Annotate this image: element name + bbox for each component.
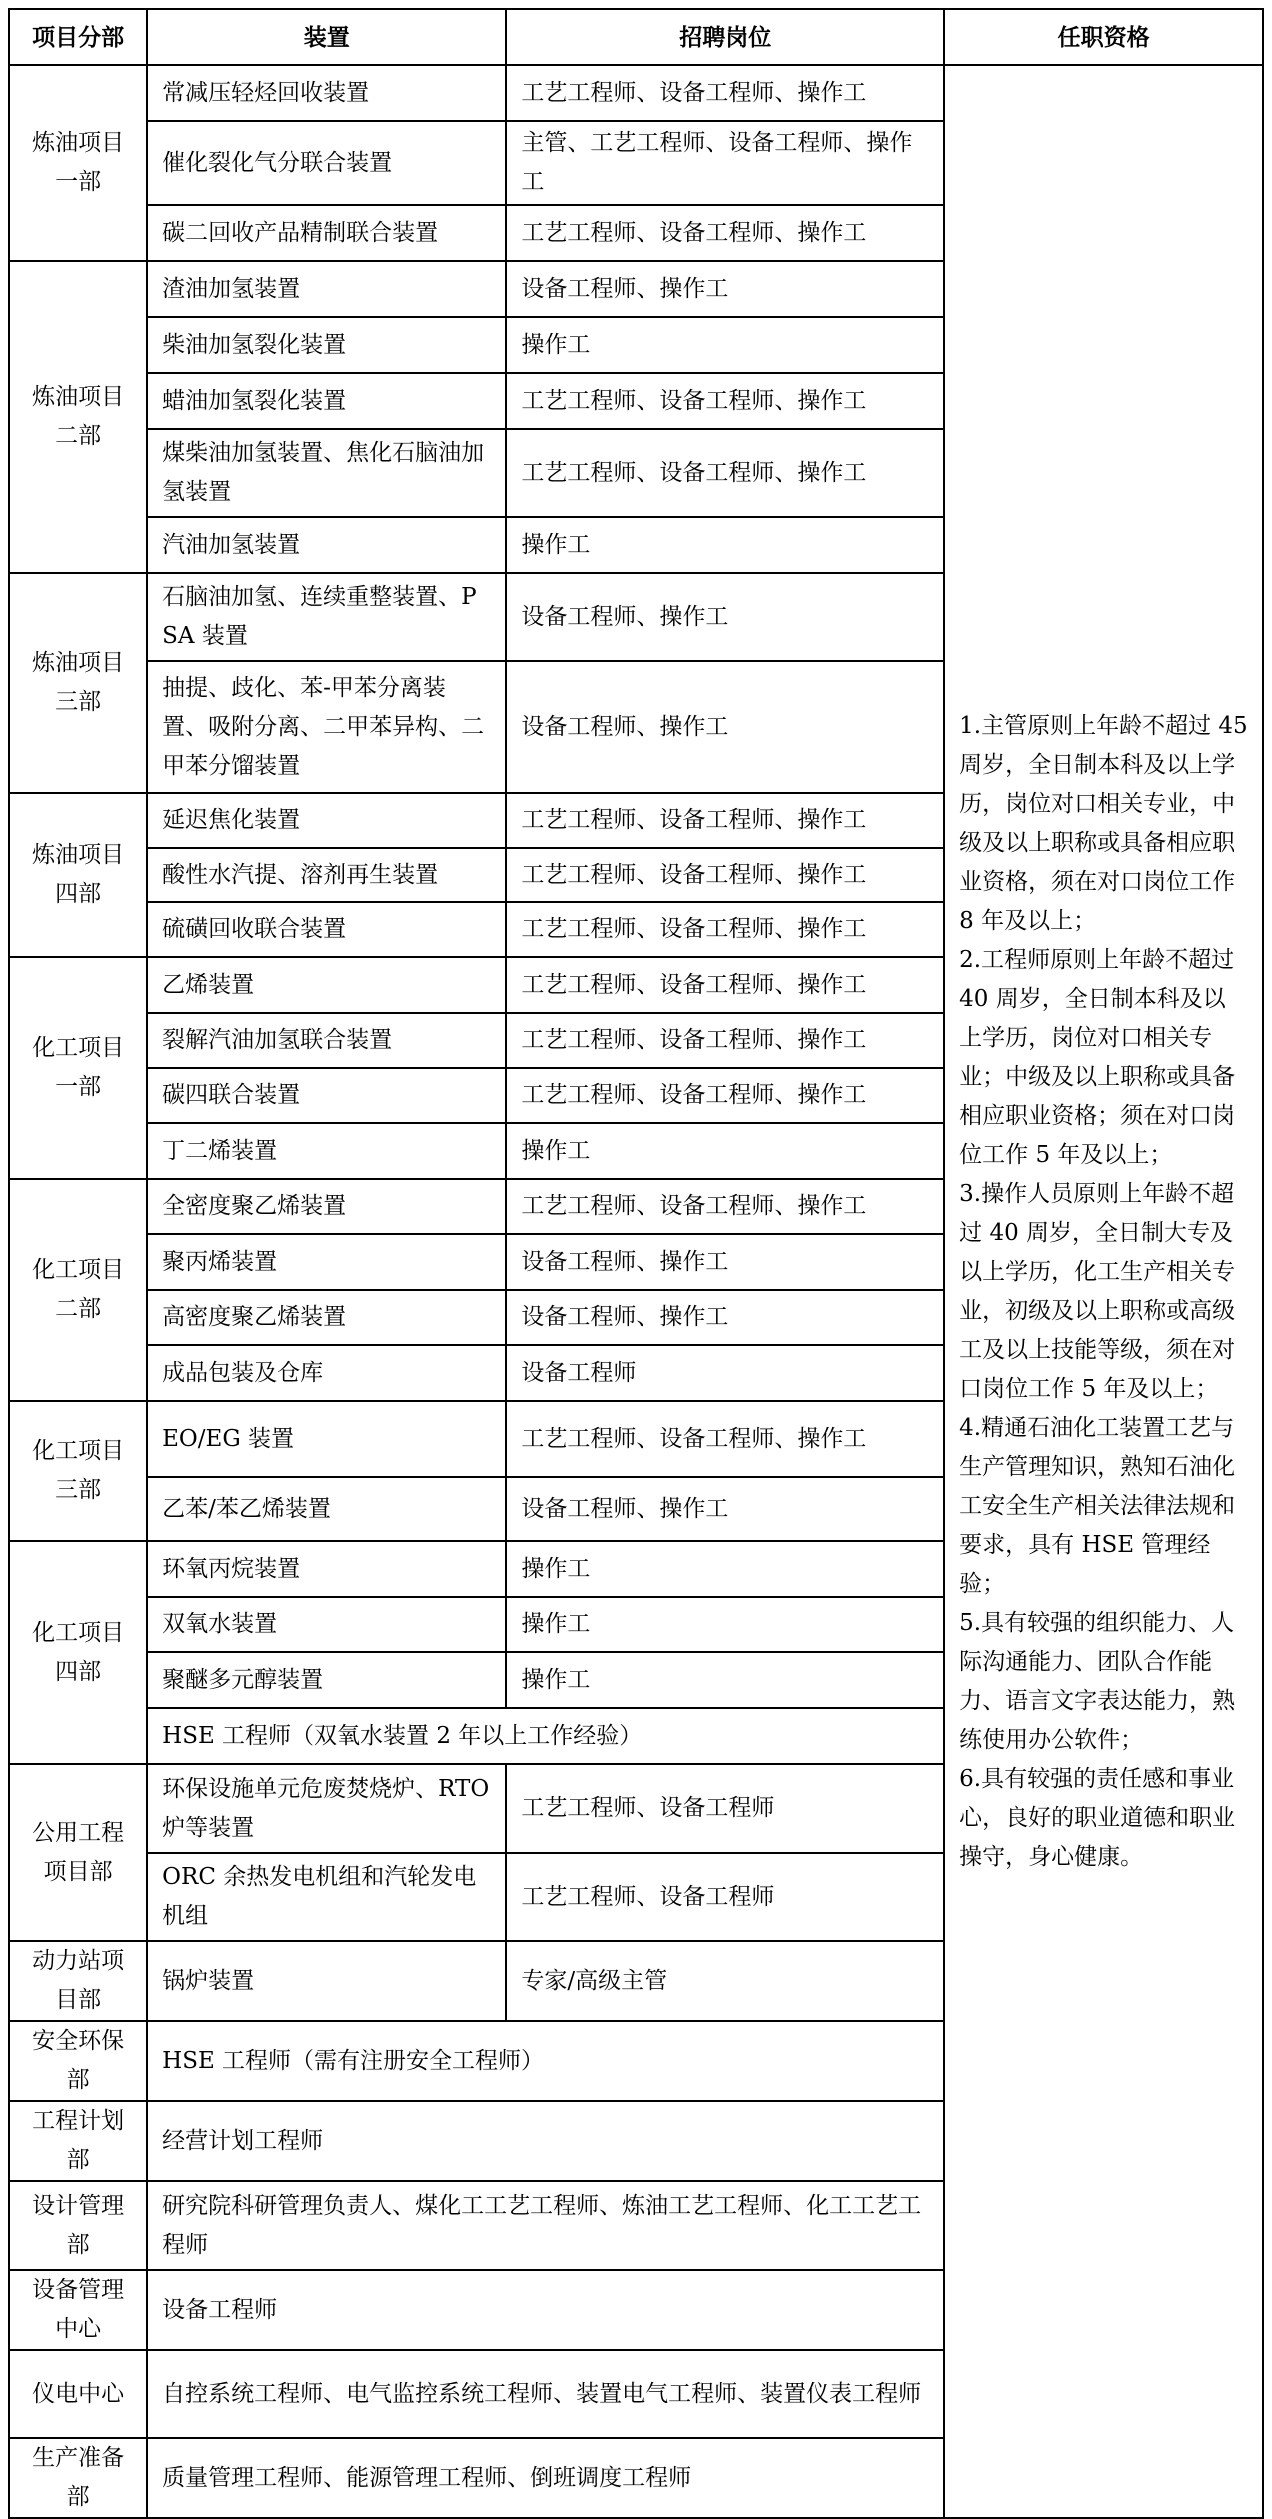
position-cell: 操作工 [506,1123,944,1179]
unit-cell: 抽提、歧化、苯-甲苯分离装置、吸附分离、二甲苯异构、二甲苯分馏装置 [147,661,506,793]
position-cell: 设备工程师、操作工 [506,1290,944,1345]
position-cell: 设备工程师、操作工 [506,1234,944,1290]
position-cell: 操作工 [506,317,944,373]
position-cell: 工艺工程师、设备工程师、操作工 [506,429,944,517]
unit-cell: 酸性水汽提、溶剂再生装置 [147,848,506,902]
unit-cell: 聚丙烯装置 [147,1234,506,1290]
position-cell: 专家/高级主管 [506,1941,944,2021]
position-cell: 操作工 [506,517,944,573]
dept-cell: 化工项目三部 [9,1401,147,1541]
dept-cell: 生产准备部 [9,2438,147,2518]
position-cell: 工艺工程师、设备工程师、操作工 [506,902,944,957]
requirement-item: 4.精通石油化工装置工艺与生产管理知识，熟知石油化工安全生产相关法律法规和要求，具有 HSE 管理经验； [959,1414,1236,1597]
position-cell: 设备工程师 [506,1345,944,1401]
merged-cell: 设备工程师 [147,2270,944,2350]
dept-cell: 工程计划部 [9,2101,147,2181]
requirements-cell [944,65,1263,2518]
position-cell: 工艺工程师、设备工程师、操作工 [506,65,944,121]
merged-cell: 研究院科研管理负责人、煤化工工艺工程师、炼油工艺工程师、化工工艺工程师 [147,2181,944,2270]
dept-cell: 动力站项目部 [9,1941,147,2021]
header-position: 招聘岗位 [506,9,944,65]
unit-cell: 蜡油加氢裂化装置 [147,373,506,429]
merged-cell: 自控系统工程师、电气监控系统工程师、装置电气工程师、装置仪表工程师 [147,2350,944,2438]
table-header-row [9,9,1263,65]
unit-cell: 硫磺回收联合装置 [147,902,506,957]
requirement-item: 1.主管原则上年龄不超过 45 周岁，全日制本科及以上学历，岗位对口相关专业，中级及以上职称或具备相应职业资格，须在对口岗位工作 8 年及以上； [959,712,1248,934]
unit-cell: 碳二回收产品精制联合装置 [147,205,506,261]
position-cell: 设备工程师、操作工 [506,661,944,793]
position-cell: 工艺工程师、设备工程师 [506,1853,944,1941]
dept-cell: 炼油项目一部 [9,65,147,261]
position-cell: 设备工程师、操作工 [506,1477,944,1541]
unit-cell: 汽油加氢装置 [147,517,506,573]
position-cell: 工艺工程师、设备工程师、操作工 [506,205,944,261]
dept-cell: 化工项目四部 [9,1541,147,1764]
header-requirements: 任职资格 [944,9,1263,65]
position-cell: 工艺工程师、设备工程师 [506,1764,944,1853]
merged-cell: 经营计划工程师 [147,2101,944,2181]
requirement-item: 3.操作人员原则上年龄不超过 40 周岁，全日制大专及以上学历，化工生产相关专业，初级及以上职称或高级工及以上技能等级，须在对口岗位工作 5 年及以上； [959,1180,1236,1402]
dept-cell: 化工项目二部 [9,1179,147,1401]
position-cell: 设备工程师、操作工 [506,573,944,661]
dept-cell: 化工项目一部 [9,957,147,1179]
unit-cell: 碳四联合装置 [147,1068,506,1123]
position-cell: 工艺工程师、设备工程师、操作工 [506,957,944,1013]
unit-cell: ORC 余热发电机组和汽轮发电机组 [147,1853,506,1941]
unit-cell: 常减压轻烃回收装置 [147,65,506,121]
position-cell: 操作工 [506,1652,944,1708]
unit-cell: 成品包装及仓库 [147,1345,506,1401]
position-cell: 主管、工艺工程师、设备工程师、操作工 [506,121,944,205]
requirement-item: 2.工程师原则上年龄不超过 40 周岁，全日制本科及以上学历，岗位对口相关专业；中级及以上职称或具备相应职业资格；须在对口岗位工作 5 年及以上； [959,946,1236,1168]
requirement-item: 5.具有较强的组织能力、人际沟通能力、团队合作能力、语言文字表达能力，熟练使用办公软件； [959,1609,1236,1753]
unit-cell: 双氧水装置 [147,1597,506,1652]
position-cell: 工艺工程师、设备工程师、操作工 [506,793,944,848]
dept-cell: 设计管理部 [9,2181,147,2270]
unit-cell: 环氧丙烷装置 [147,1541,506,1597]
position-cell: 工艺工程师、设备工程师、操作工 [506,373,944,429]
dept-cell: 安全环保部 [9,2021,147,2101]
header-dept: 项目分部 [9,9,147,65]
unit-cell: 裂解汽油加氢联合装置 [147,1013,506,1068]
position-cell: 工艺工程师、设备工程师、操作工 [506,1013,944,1068]
merged-cell: HSE 工程师（需有注册安全工程师） [147,2021,944,2101]
position-cell: 工艺工程师、设备工程师、操作工 [506,848,944,902]
position-cell: 工艺工程师、设备工程师、操作工 [506,1068,944,1123]
position-cell: 操作工 [506,1541,944,1597]
merged-cell: HSE 工程师（双氧水装置 2 年以上工作经验） [147,1708,944,1764]
dept-cell: 炼油项目三部 [9,573,147,793]
unit-cell: 渣油加氢装置 [147,261,506,317]
dept-cell: 仪电中心 [9,2350,147,2438]
unit-cell: 乙烯装置 [147,957,506,1013]
unit-cell: EO/EG 装置 [147,1401,506,1477]
recruitment-table-wrapper [8,8,1264,2519]
unit-cell: 锅炉装置 [147,1941,506,2021]
dept-cell: 炼油项目四部 [9,793,147,957]
unit-cell: 延迟焦化装置 [147,793,506,848]
dept-cell: 炼油项目二部 [9,261,147,573]
table-row [9,65,1263,121]
position-cell: 操作工 [506,1597,944,1652]
dept-cell: 设备管理中心 [9,2270,147,2350]
unit-cell: 丁二烯装置 [147,1123,506,1179]
requirement-item: 6.具有较强的责任感和事业心，良好的职业道德和职业操守，身心健康。 [959,1765,1236,1870]
unit-cell: 煤柴油加氢装置、焦化石脑油加氢装置 [147,429,506,517]
dept-cell: 公用工程项目部 [9,1764,147,1941]
unit-cell: 石脑油加氢、连续重整装置、PSA 装置 [147,573,506,661]
unit-cell: 全密度聚乙烯装置 [147,1179,506,1234]
merged-cell: 质量管理工程师、能源管理工程师、倒班调度工程师 [147,2438,944,2518]
unit-cell: 催化裂化气分联合装置 [147,121,506,205]
unit-cell: 柴油加氢裂化装置 [147,317,506,373]
unit-cell: 乙苯/苯乙烯装置 [147,1477,506,1541]
header-unit: 装置 [147,9,506,65]
recruitment-table [8,8,1264,2519]
unit-cell: 聚醚多元醇装置 [147,1652,506,1708]
unit-cell: 高密度聚乙烯装置 [147,1290,506,1345]
position-cell: 设备工程师、操作工 [506,261,944,317]
position-cell: 工艺工程师、设备工程师、操作工 [506,1179,944,1234]
position-cell: 工艺工程师、设备工程师、操作工 [506,1401,944,1477]
unit-cell: 环保设施单元危废焚烧炉、RTO 炉等装置 [147,1764,506,1853]
